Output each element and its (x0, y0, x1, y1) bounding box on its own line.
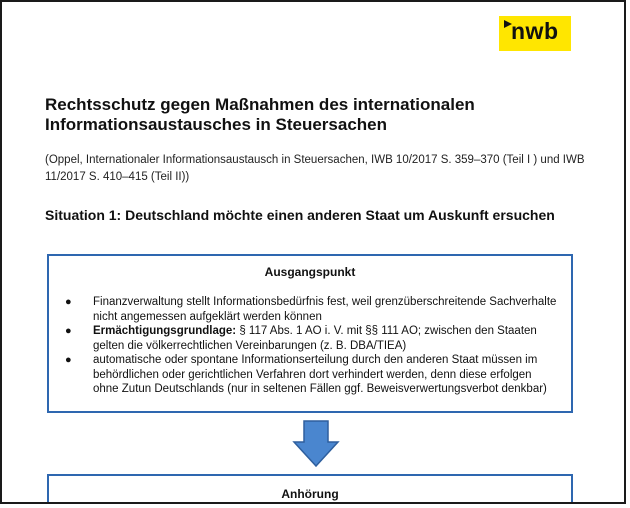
item-text: § 117 Abs. 1 AO i. V. mit §§ 111 AO; zwischen den Staaten gelten die völkerrechtlichen Vereinbarungen (z. B. DBA/TIEA) (93, 325, 537, 352)
situation-heading: Situation 1: Deutschland möchte einen anderen Staat um Auskunft ersuchen (45, 207, 555, 223)
nwb-logo (499, 16, 571, 51)
anhoerung-box (47, 474, 573, 504)
bullet-icon: ● (65, 296, 72, 308)
document-title: Rechtsschutz gegen Maßnahmen des internationalen Informationsaustausches in Steuersachen (45, 95, 475, 134)
down-arrow-icon (292, 420, 340, 468)
item-bold: Ermächtigungsgrundlage: (93, 325, 237, 337)
item-text: automatische oder spontane Informationserteilung durch den anderen Staat müssen im behördlichen oder gerichtlichen Verfahren dort verhindert werden, denn diese erfolgen ohne Zutun Deutschlands (nur in seltenen Fällen ggf. Beweisverwertungsverbot denkbar) (93, 354, 547, 395)
box-heading: Ausgangspunkt (264, 265, 356, 279)
list-item (49, 295, 557, 324)
item-text: Finanzverwaltung stellt Informationsbedürfnis fest, weil grenzüberschreitende Sachverhalte nicht angemessen aufgeklärt werden können (93, 296, 557, 323)
bullet-icon: ● (65, 354, 72, 366)
list-item (49, 324, 557, 353)
list-item (49, 353, 557, 397)
ausgangspunkt-box (47, 254, 573, 413)
bullet-icon: ● (65, 325, 72, 337)
bullet-list (49, 295, 571, 397)
logo-text: nwb (511, 18, 559, 44)
box-heading: Anhörung (281, 487, 339, 501)
citation: (Oppel, Internationaler Informationsaustausch in Steuersachen, IWB 10/2017 S. 359–370 (Teil I ) und IWB 11/2017 S. 410–415 (Teil II)) (45, 154, 585, 183)
